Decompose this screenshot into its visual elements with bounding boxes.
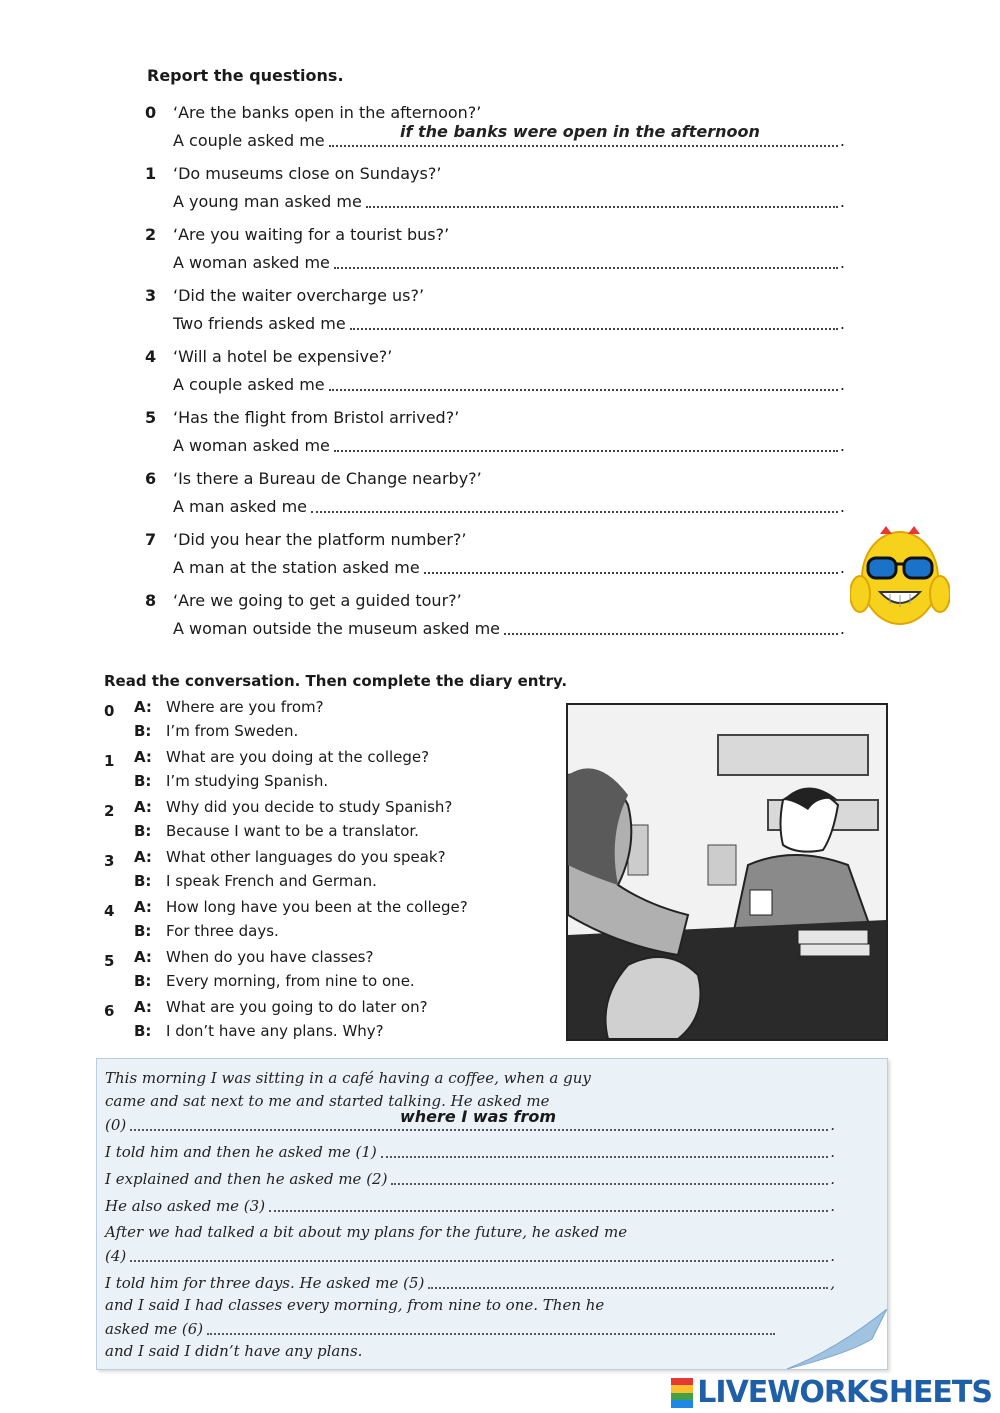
answer-input-2[interactable] [334, 253, 838, 269]
speaker-a-line: Where are you from? [166, 698, 324, 716]
speaker-b-label: B: [134, 772, 152, 790]
answer-input-4[interactable] [329, 375, 838, 391]
speaker-a-line: How long have you been at the college? [166, 898, 468, 916]
item-number: 2 [145, 225, 157, 244]
answer-stem: A man asked me [173, 497, 307, 516]
speaker-a-label: A: [134, 748, 152, 766]
speaker-a-label: A: [134, 898, 152, 916]
section1-heading: Report the questions. [147, 66, 344, 85]
diary-line-6: He also asked me (3) . [105, 1197, 835, 1215]
answer-stem: Two friends asked me [173, 314, 346, 333]
answer-input-1[interactable] [366, 192, 838, 208]
speaker-a-line: What other languages do you speak? [166, 848, 446, 866]
question-text: ‘Is there a Bureau de Change nearby?’ [173, 469, 482, 488]
diary-answer-input-1[interactable] [381, 1142, 828, 1158]
speaker-b-line: I speak French and German. [166, 872, 377, 890]
speaker-a-label: A: [134, 798, 152, 816]
diary-line-4: I told him and then he asked me (1) . [105, 1143, 835, 1161]
diary-answer-input-5[interactable] [428, 1273, 828, 1289]
speaker-b-label: B: [134, 722, 152, 740]
item-number: 3 [104, 852, 115, 870]
speaker-b-label: B: [134, 1022, 152, 1040]
diary-line-7 [105, 1223, 837, 1241]
item-number: 2 [104, 802, 115, 820]
diary-text: came and sat next to me and started talking. He asked me [105, 1092, 550, 1110]
liveworksheets-logo [671, 1375, 992, 1410]
diary-entry [96, 1058, 888, 1370]
diary-line-8: (4) . [105, 1247, 835, 1265]
question-text: ‘Did the waiter overcharge us?’ [173, 286, 425, 305]
answer-input-8[interactable] [504, 619, 838, 635]
item-number: 6 [104, 1002, 115, 1020]
diary-example-answer: where I was from [400, 1107, 557, 1126]
speaker-b-line: I’m studying Spanish. [166, 772, 329, 790]
speaker-b-line: For three days. [166, 922, 279, 940]
item-number: 4 [145, 347, 157, 366]
item-number: 8 [145, 591, 157, 610]
speaker-b-line: Every morning, from nine to one. [166, 972, 415, 990]
speaker-b-label: B: [134, 972, 152, 990]
speaker-b-line: Because I want to be a translator. [166, 822, 419, 840]
speaker-a-label: A: [134, 698, 152, 716]
item-number: 3 [145, 286, 157, 305]
diary-text: I told him for three days. He asked me (5) [105, 1274, 425, 1292]
diary-line-3: (0) . [105, 1116, 835, 1134]
item-number: 0 [145, 103, 157, 122]
question-text: ‘Has the flight from Bristol arrived?’ [173, 408, 460, 427]
item-number: 1 [145, 164, 157, 183]
speaker-a-line: What are you doing at the college? [166, 748, 430, 766]
question-text: ‘Did you hear the platform number?’ [173, 530, 467, 549]
question-text: ‘Are you waiting for a tourist bus?’ [173, 225, 450, 244]
logo-badge-icon [671, 1378, 693, 1408]
diary-text: This morning I was sitting in a café having a coffee, when a guy [105, 1069, 591, 1087]
diary-text: and I said I didn’t have any plans. [105, 1342, 363, 1360]
diary-text: asked me (6) [105, 1320, 204, 1338]
logo-text: LIVEWORKSHEETS [697, 1375, 992, 1410]
answer-stem: A woman asked me [173, 253, 330, 272]
question-text: ‘Will a hotel be expensive?’ [173, 347, 393, 366]
diary-text: I explained and then he asked me (2) [105, 1170, 388, 1188]
example-answer-text: if the banks were open in the afternoon [400, 122, 760, 141]
speaker-a-line: What are you going to do later on? [166, 998, 428, 1016]
question-text: ‘Are we going to get a guided tour?’ [173, 591, 462, 610]
answer-stem: A couple asked me [173, 375, 325, 394]
diary-line-9: I told him for three days. He asked me (5) , [105, 1274, 835, 1292]
answer-input-3[interactable] [350, 314, 838, 330]
speaker-a-label: A: [134, 998, 152, 1016]
diary-text: (0) [105, 1116, 127, 1134]
diary-line-5: I explained and then he asked me (2) . [105, 1170, 835, 1188]
diary-text: I told him and then he asked me (1) [105, 1143, 377, 1161]
diary-text: After we had talked a bit about my plans for the future, he asked me [105, 1223, 628, 1241]
item-number: 0 [104, 702, 115, 720]
diary-line-1 [105, 1069, 837, 1087]
speaker-a-line: When do you have classes? [166, 948, 374, 966]
item-number: 4 [104, 902, 115, 920]
cafe-conversation-illustration [566, 703, 888, 1041]
sunglasses-thumbs-up-emoji-icon [850, 518, 950, 630]
diary-text: He also asked me (3) [105, 1197, 266, 1215]
speaker-a-line: Why did you decide to study Spanish? [166, 798, 453, 816]
diary-text: (4) [105, 1247, 127, 1265]
speaker-a-label: A: [134, 948, 152, 966]
answer-stem: A couple asked me [173, 131, 325, 150]
diary-line-10 [105, 1296, 837, 1314]
page-curl-icon [777, 1309, 887, 1369]
diary-answer-input-4[interactable] [130, 1246, 828, 1262]
item-number: 5 [145, 408, 157, 427]
item-number: 6 [145, 469, 157, 488]
item-number: 7 [145, 530, 157, 549]
diary-answer-input-2[interactable] [391, 1169, 828, 1185]
example-answer-field [400, 122, 760, 144]
answer-input-7[interactable] [424, 558, 838, 574]
answer-input-6[interactable] [311, 497, 838, 513]
answer-stem: A woman asked me [173, 436, 330, 455]
item-number: 5 [104, 952, 115, 970]
diary-answer-input-6[interactable] [207, 1319, 775, 1335]
diary-line-11 [105, 1319, 777, 1338]
question-text: ‘Are the banks open in the afternoon?’ [173, 103, 482, 122]
diary-answer-input-3[interactable] [269, 1196, 828, 1212]
diary-text: and I said I had classes every morning, from nine to one. Then he [105, 1296, 605, 1314]
speaker-b-label: B: [134, 872, 152, 890]
answer-input-5[interactable] [334, 436, 838, 452]
answer-stem: A young man asked me [173, 192, 362, 211]
answer-stem: A man at the station asked me [173, 558, 420, 577]
speaker-a-label: A: [134, 848, 152, 866]
section2-heading: Read the conversation. Then complete the diary entry. [104, 672, 568, 690]
question-text: ‘Do museums close on Sundays?’ [173, 164, 442, 183]
speaker-b-label: B: [134, 922, 152, 940]
speaker-b-label: B: [134, 822, 152, 840]
answer-stem: A woman outside the museum asked me [173, 619, 501, 638]
speaker-b-line: I don’t have any plans. Why? [166, 1022, 384, 1040]
diary-line-12 [105, 1342, 837, 1360]
speaker-b-line: I’m from Sweden. [166, 722, 299, 740]
item-number: 1 [104, 752, 115, 770]
